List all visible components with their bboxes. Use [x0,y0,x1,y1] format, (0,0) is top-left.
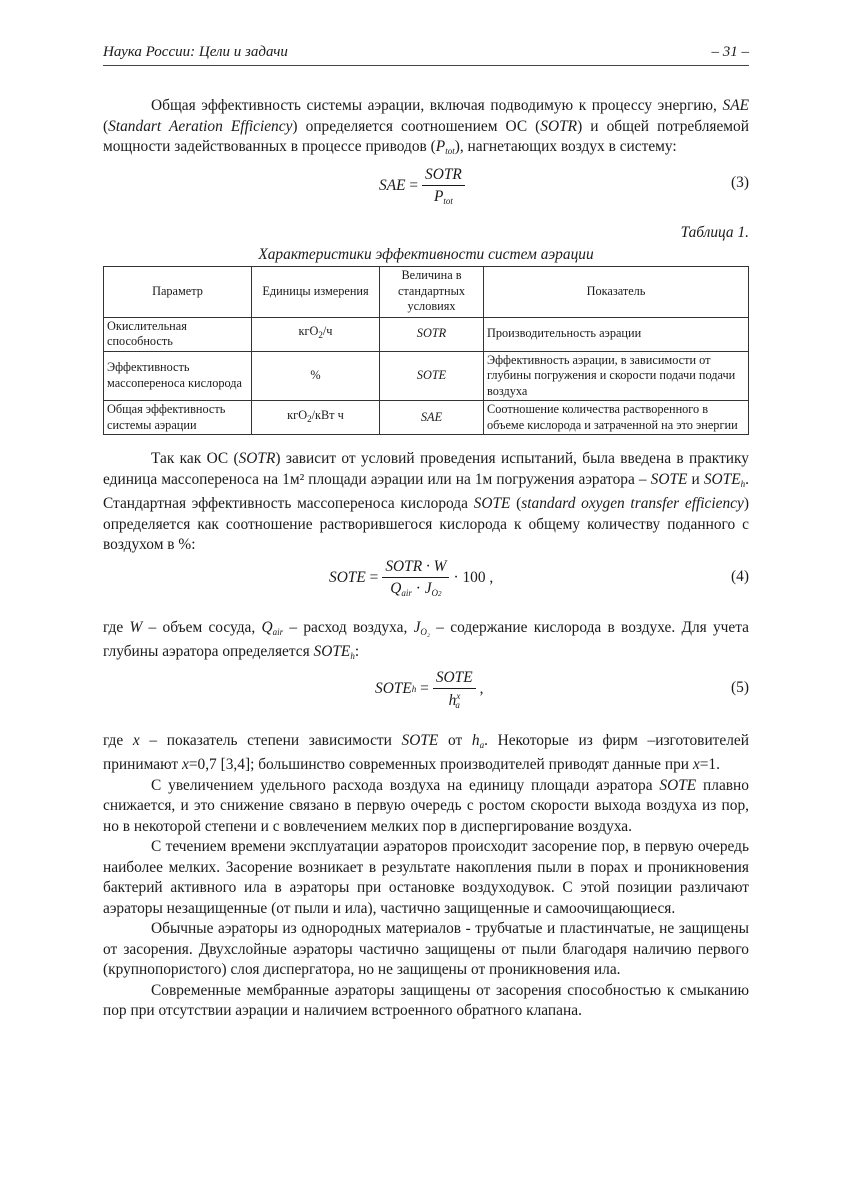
paragraph-exponent: где x – показатель степени зависимости SOTE от $h_a$. Некоторые из фирм –изготовителей принимают x=0,7 [3,4]; большинство современных производителей приводят данные при x=1. [103,731,749,773]
equation-number: (4) [731,567,749,585]
param-cell: Окислительная способность [104,317,252,351]
paragraph-airflow: С увеличением удельного расхода воздуха на единицу площади аэратора SOTE плавно снижается, и это снижение связано в первую очередь с ростом скорости выхода воздуха из пор, но в некоторой степени и с вовлечением мелких пор в диспергирование воздуха. [103,776,749,835]
running-header [103,44,749,66]
efficiency-table [103,266,749,436]
equation-number: (5) [731,678,749,696]
param-cell: Общая эффективность системы аэрации [104,401,252,435]
table-number: Таблица 1. [680,223,749,241]
unit-cell: % [252,351,380,401]
header-cell: Единицы измерения [252,266,380,317]
header-cell: Показатель [484,266,749,317]
formula-4: SOTE = $\frac{\text{SOTR · W}}{Q_{air} \cdot J_{O2}}$ · 100 , (4) [329,557,749,598]
paragraph-sae: Общая эффективность системы аэрации, включая подводимую к процессу энергию, SAE (Standart Aeration Efficiency) определяется соотношением ОС (SOTR) и общей потребляемой мощности задействованных в процессе приводов $(P_{tot})$, нагнетающих воздух в систему: [103,97,749,156]
header-cell: Величина в стандартных условиях [380,266,484,317]
table-row [104,351,749,401]
table-row [104,317,749,351]
paragraph-membrane-aerators: Современные мембранные аэраторы защищены от засорения способностью к смыканию пор при отсутствии аэрации и наличием встроенного обратного клапана. [103,981,749,1019]
unit-cell: кгО$_2$/кВт ч [252,401,380,435]
indicator-cell: Эффективность аэрации, в зависимости от глубины погружения и скорости подачи подачи воздуха [484,351,749,401]
value-cell: SOTR [380,317,484,351]
page-number: – 31 – [711,44,749,60]
unit-cell: кгО$_2$/ч [252,317,380,351]
formula-3: SAE = $\frac{\text{SOTR}}{P_{tot}}$ (3) [379,165,749,206]
table-title: Характеристики эффективности систем аэрации [258,245,594,263]
indicator-cell: Соотношение количества растворенного в объеме кислорода и затраченной на это энергии [484,401,749,435]
paragraph-clogging: С течением времени эксплуатации аэраторов происходит засорение пор, в первую очередь наиболее мелких. Засорение возникает в результате накопления пыли в порах и проникновения бактерий активного ила в аэраторы при остановке воздуходувок. С этой позиции различают аэраторы незащищенные (от пыли и ила), частично защищенные и самоочищающиеся. [103,838,749,917]
indicator-cell: Производительность аэрации [484,317,749,351]
paragraph-sote: Так как ОС (SOTR) зависит от условий проведения испытаний, была введена в практику единица массопереноса на 1м² площади аэрации или на 1м погружения аэратора – SOTE и $SOTE_h$. Стандартная эффективность массопереноса кислорода SOTE (standard oxygen transfer efficiency) определяется как соотношение растворившегося кислорода к общему количеству поданного с воздухом в %: [103,450,749,553]
formula-5: SOTE h = $\frac{\text{SOTE}}{h^x_a}$ , (5) [375,668,749,710]
value-cell: SAE [380,401,484,435]
page [103,44,749,1022]
paragraph-variables: где W – объем сосуда, $Q_{air}$ – расход воздуха, $J_{O_2}$ – содержание кислорода в воздухе. Для учета глубины аэратора определяется $SOTE_h$: [103,618,750,661]
equation-number: (3) [731,173,749,191]
table-row [104,401,749,435]
paragraph-ordinary-aerators: Обычные аэраторы из однородных материалов - трубчатые и пластинчатые, не защищены от засорения. Двухслойные аэраторы частично защищены от пыли благодаря наличию первого (крупнопористого) слоя диспергатора, но не защищены от проникновения ила. [103,920,749,978]
header-cell: Параметр [104,266,252,317]
param-cell: Эффективность массопереноса кислорода [104,351,252,401]
table-header-row [104,266,749,317]
journal-title: Наука России: Цели и задачи [103,44,288,60]
value-cell: SOTE [380,351,484,401]
